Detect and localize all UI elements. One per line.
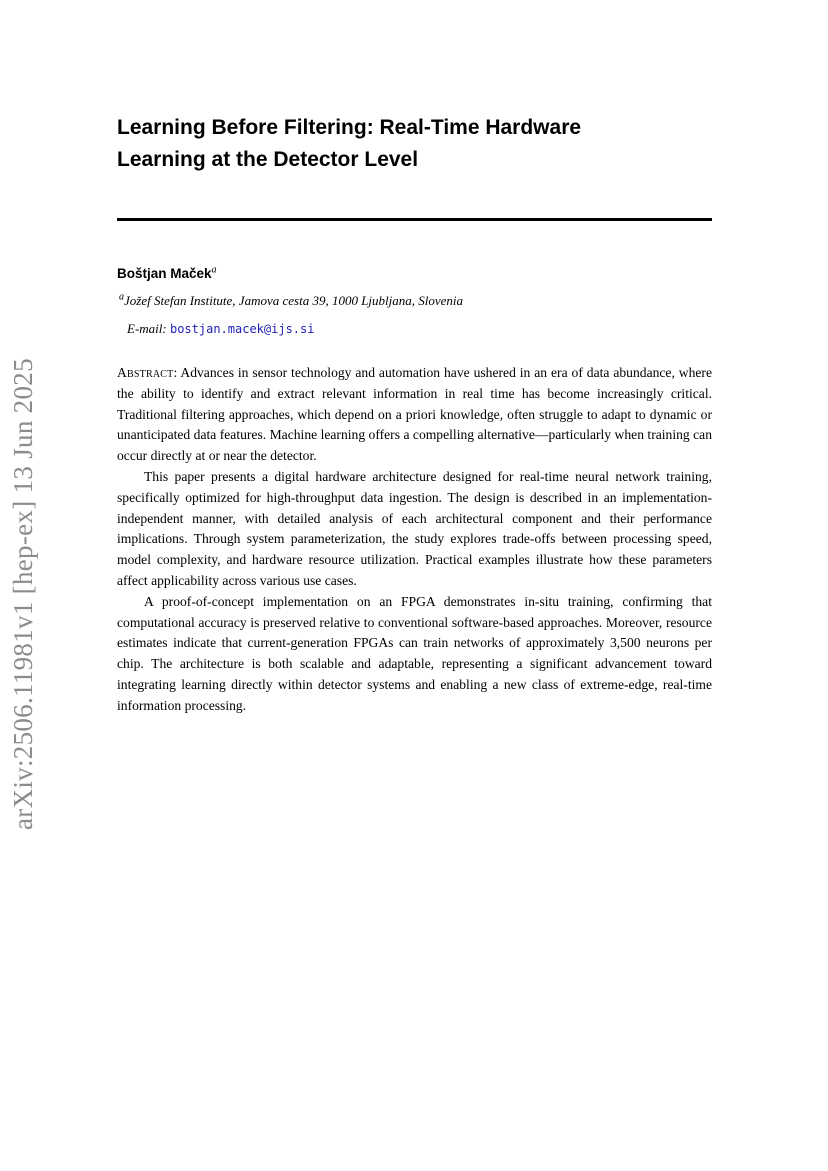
- abstract-paragraph-3: A proof-of-concept implementation on an FPGA demonstrates in-situ training, confirming that computational accuracy is preserved relative to conventional software-based approaches. Moreover, resource estimates indicate that current-generation FPGAs can train networks of approximately 3,500 neurons per chip. The architecture is both scalable and adaptable, representing a significant advancement toward integrating learning directly within detector systems and enabling a new class of extreme-edge, real-time information processing.: [117, 593, 712, 713]
- arxiv-identifier-stamp: arXiv:2506.11981v1 [hep-ex] 13 Jun 2025: [8, 358, 38, 830]
- affiliation-line: [119, 293, 463, 309]
- abstract-heading: Abstract: [117, 365, 174, 380]
- title-rule: [117, 218, 712, 221]
- email-link[interactable]: bostjan.macek@ijs.si: [169, 322, 315, 336]
- paper-title: [117, 112, 717, 176]
- email-label: E-mail:: [127, 321, 167, 336]
- abstract-paragraph-2: This paper presents a digital hardware architecture designed for real-time neural network training, specifically optimized for high-throughput data ingestion. The design is described in an implementation-independent manner, with detailed analysis of each architectural component and their performance implications. Through system parameterization, the study explores trade-offs between processing speed, model complexity, and hardware resource utilization. Practical examples illustrate how these parameters affect applicability across various use cases.: [117, 468, 712, 588]
- abstract-paragraph-1-text: Advances in sensor technology and automation have ushered in an era of data abundance, where the ability to identify and extract relevant information in real time has become increasingly critical. Traditional filtering approaches, which depend on a priori knowledge, often struggle to adapt to dynamic or unanticipated data features. Machine learning offers a compelling alternative—particularly when training can occur directly at or near the detector.: [117, 365, 712, 464]
- affiliation-marker: a: [119, 291, 124, 303]
- contact-email-line: [127, 321, 314, 337]
- author-affiliation-marker: a: [211, 264, 217, 276]
- abstract-paragraph-1: Abstract: Advances in sensor technology and automation have ushered in an era of data abundance, where the ability to identify and extract relevant information in real time has become increasingly critical. Traditional filtering approaches, which depend on a priori knowledge, often struggle to adapt to dynamic or unanticipated data features. Machine learning offers a compelling alternative—particularly when training can occur directly at or near the detector.: [117, 365, 712, 464]
- paper-title-line-1: Learning Before Filtering: Real-Time Hardware: [117, 116, 582, 139]
- paper-title-line-2: Learning at the Detector Level: [117, 148, 419, 171]
- author-line: [117, 266, 217, 281]
- abstract-section: [117, 363, 712, 717]
- affiliation-text: Jožef Stefan Institute, Jamova cesta 39, 1000 Ljubljana, Slovenia: [124, 293, 464, 308]
- author-name: Boštjan Maček: [117, 266, 212, 281]
